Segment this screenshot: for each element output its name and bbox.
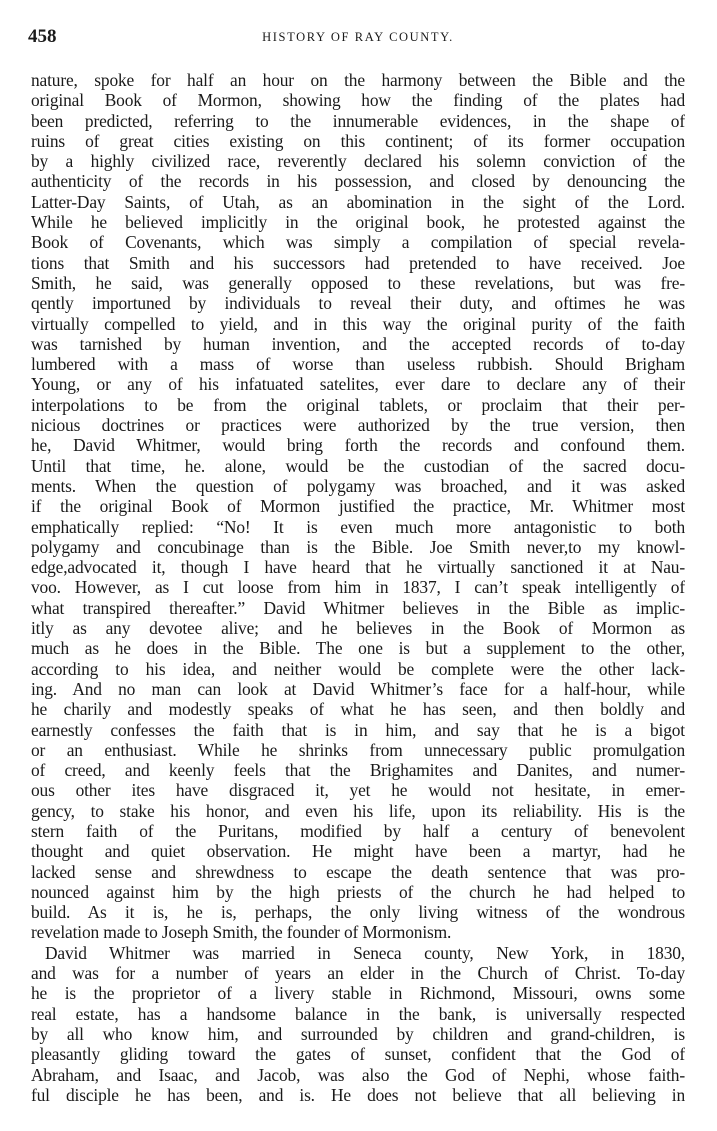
text-line: edge,advocated it, though I have heard that he virtually sanctioned it at Nau- xyxy=(31,557,685,578)
text-line: interpolations to be from the original tablets, or proclaim that their per- xyxy=(31,394,685,415)
text-line: virtually compelled to yield, and in this way the original purity of the faith xyxy=(31,313,685,334)
text-line: David Whitmer was married in Seneca county, New York, in 1830, xyxy=(45,942,685,963)
text-line: nounced against him by the high priests of the church he had helped to xyxy=(31,881,685,902)
text-line: ful disciple he has been, and is. He does not believe that all believing in xyxy=(31,1084,685,1105)
text-line: much as he does in the Bible. The one is but a supplement to the other, xyxy=(31,638,685,659)
text-line: according to his idea, and neither would be complete were the other lack- xyxy=(31,658,685,679)
text-line: or an enthusiast. While he shrinks from unnecessary public promulgation xyxy=(31,739,685,760)
text-line: was tarnished by human invention, and the accepted records of to-day xyxy=(31,333,685,354)
text-line: qently importuned by individuals to reveal their duty, and oftimes he was xyxy=(31,293,685,314)
text-line: by all who know him, and surrounded by children and grand-children, is xyxy=(31,1023,685,1044)
text-line: Young, or any of his infatuated satelites, ever dare to declare any of their xyxy=(31,374,685,395)
running-title: HISTORY OF RAY COUNTY. xyxy=(262,30,454,44)
text-line: lacked sense and shrewdness to escape the death sentence that was pro- xyxy=(31,861,685,882)
text-line: authenticity of the records in his possession, and closed by denouncing the xyxy=(31,171,685,192)
paragraph xyxy=(31,943,685,1105)
text-line: build. As it is, he is, perhaps, the only living witness of the wondrous xyxy=(31,902,685,923)
text-line: revelation made to Joseph Smith, the founder of Mormonism. xyxy=(31,922,452,943)
text-line: Until that time, he. alone, would be the custodian of the sacred docu- xyxy=(31,455,685,476)
text-line: ing. And no man can look at David Whitmer’s face for a half-hour, while xyxy=(31,678,685,699)
text-line: what transpired thereafter.” David Whitmer believes in the Bible as implic- xyxy=(31,597,685,618)
text-line: original Book of Mormon, showing how the finding of the plates had xyxy=(31,90,685,111)
text-line: of creed, and keenly feels that the Brighamites and Danites, and numer- xyxy=(31,760,685,781)
text-line: if the original Book of Mormon justified the practice, Mr. Whitmer most xyxy=(31,496,685,517)
text-line: nature, spoke for half an hour on the harmony between the Bible and the xyxy=(31,70,685,90)
text-line: he charily and modestly speaks of what he has seen, and then boldly and xyxy=(31,699,685,720)
page-number: 458 xyxy=(28,26,57,47)
text-line: gency, to stake his honor, and even his life, upon its reliability. His is the xyxy=(31,800,685,821)
text-line: While he believed implicitly in the original book, he protested against the xyxy=(31,212,685,233)
text-line: Book of Covenants, which was simply a compilation of special revela- xyxy=(31,232,685,253)
text-line: thought and quiet observation. He might have been a martyr, had he xyxy=(31,841,685,862)
text-line: itly as any devotee alive; and he believes in the Book of Mormon as xyxy=(31,618,685,639)
text-line: been predicted, referring to the innumerable evidences, in the shape of xyxy=(31,110,685,131)
text-line: ments. When the question of polygamy was broached, and it was asked xyxy=(31,475,685,496)
text-line: earnestly confesses the faith that is in him, and say that he is a bigot xyxy=(31,719,685,740)
text-line: ous other ites have disgraced it, yet he would not hesitate, in emer- xyxy=(31,780,685,801)
paragraph xyxy=(31,70,685,943)
text-line: tions that Smith and his successors had pretended to have received. Joe xyxy=(31,252,685,273)
body-text xyxy=(31,70,685,1105)
text-line: stern faith of the Puritans, modified by half a century of benevolent xyxy=(31,820,685,841)
text-line: real estate, has a handsome balance in the bank, is universally respected xyxy=(31,1003,685,1024)
text-line: nicious doctrines or practices were authorized by the true version, then xyxy=(31,415,685,436)
text-line: voo. However, as I cut loose from him in 1837, I can’t speak intelligently of xyxy=(31,577,685,598)
text-line: Latter-Day Saints, of Utah, as an abomination in the sight of the Lord. xyxy=(31,191,685,212)
text-line: ruins of great cities existing on this continent; of its former occupation xyxy=(31,130,685,151)
text-line: emphatically replied: “No! It is even much more antagonistic to both xyxy=(31,516,685,537)
text-line: by a highly civilized race, reverently declared his solemn conviction of the xyxy=(31,151,685,172)
text-line: he is the proprietor of a livery stable in Richmond, Missouri, owns some xyxy=(31,983,685,1004)
text-line: he, David Whitmer, would bring forth the records and confound them. xyxy=(31,435,685,456)
text-line: and was for a number of years an elder in the Church of Christ. To-day xyxy=(31,963,685,984)
text-line: polygamy and concubinage than is the Bible. Joe Smith never,to my knowl- xyxy=(31,536,685,557)
text-line: Abraham, and Isaac, and Jacob, was also the God of Nephi, whose faith- xyxy=(31,1064,685,1085)
text-line: pleasantly gliding toward the gates of sunset, confident that the God of xyxy=(31,1044,685,1065)
text-line: Smith, he said, was generally opposed to these revelations, but was fre- xyxy=(31,272,685,293)
text-line: lumbered with a mass of worse than useless rubbish. Should Brigham xyxy=(31,354,685,375)
running-head xyxy=(28,26,688,48)
